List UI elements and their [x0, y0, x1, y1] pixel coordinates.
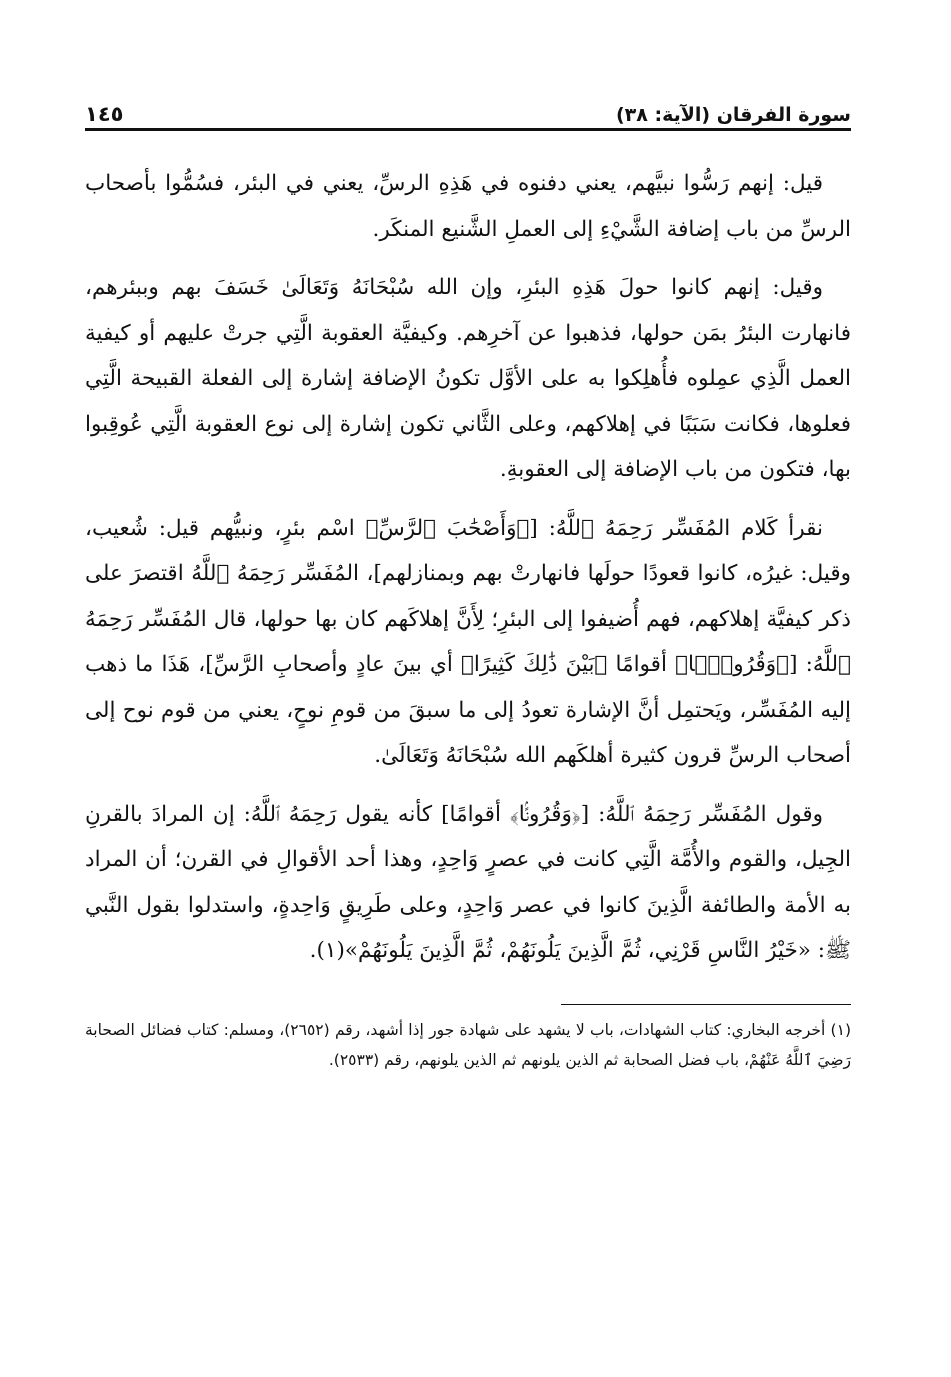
paragraph: وقول المُفَسِّر رَحِمَهُ ٱللَّهُ: [﴿وَقُرُونًۢا﴾ أقوامًا] كأنه يقول رَحِمَهُ ٱللَّهُ: إن المرادَ بالقرنِ الجِيل، والقوم والأُمَّة الَّتِي كانت في عصرٍ وَاحِدٍ، وهذا أحد الأقوالِ في القرن؛ أن المراد به الأمة والطائفة الَّذِينَ كانوا في عصر وَاحِدٍ، وعلى طَرِيقٍ وَاحِدةٍ، واستدلوا بقول النَّبي ﷺ: «خَيْرُ النَّاسِ قَرْنِي، ثُمَّ الَّذِينَ يَلُونَهُمْ، ثُمَّ الَّذِينَ يَلُونَهُمْ»(١). — [85, 801, 851, 963]
footnote-divider — [561, 1004, 851, 1005]
running-header — [85, 88, 851, 131]
paragraph: وقيل: إنهم كانوا حولَ هَذِهِ البئرِ، وإن الله سُبْحَانَهُ وَتَعَالَىٰ خَسَفَ بهم وببئرهم، فانهارت البئرُ بمَن حولها، فذهبوا عن آخرِهم. وكيفيَّة العقوبة الَّتِي جرتْ عليهم أو كيفية العمل الَّذِي عمِلوه فأُهلِكوا به على الأوَّل تكونُ الإضافة إشارة إلى الفعلة القبيحة الَّتِي فعلوها، فكانت سَبَبًا في إهلاكهم، وعلى الثَّاني تكون إشارة إلى نوع العقوبة الَّتِي عُوقِبوا بها، فتكون من باب الإضافة إلى العقوبةِ. — [85, 275, 851, 482]
footnote: (١) أخرجه البخاري: كتاب الشهادات، باب لا يشهد على شهادة جور إذا أشهد، رقم (٢٦٥٢)، ومسلم: كتاب فضائل الصحابة رَضِيَ ٱللَّهُ عَنْهُمْ، باب فضل الصحابة ثم الذين يلونهم ثم الذين يلونهم، رقم (٢٥٣٣). — [85, 1020, 851, 1069]
page-number: ١٤٥ — [85, 102, 124, 126]
paragraph: نقرأ كَلام المُفَسِّر رَحِمَهُ ٱللَّهُ: [﴿وَأَصْحَٰبَ ٱلرَّسِّ﴾ اسْم بئرٍ، ونبيُّهم قيل: شُعيب، وقيل: غيرُه، كانوا قعودًا حولَها فانهارتْ بهم وبمنازلهم]، المُفَسِّر رَحِمَهُ ٱللَّهُ اقتصرَ على ذكر كيفيَّة إهلاكهم، فهم أُضيفوا إلى البئرِ؛ لِأَنَّ إهلاكَهم كان بها حولها، قال المُفَسِّر رَحِمَهُ ٱللَّهُ: [﴿وَقُرُونًۢا﴾ أقوامًا ﴿بَيْنَ ذَٰلِكَ كَثِيرًا﴾ أي بينَ عادٍ وأصحابِ الرَّسِّ]، هَذَا ما ذهب إليه المُفَسِّر، ويَحتمِل أنَّ الإشارة تعودُ إلى ما سبقَ من قومِ نوحٍ، يعني من قوم نوح إلى أصحاب الرسِّ قرون كثيرة أهلكَهم الله سُبْحَانَهُ وَتَعَالَىٰ. — [85, 515, 851, 768]
body-text — [85, 161, 851, 974]
book-page — [85, 88, 851, 1075]
surah-title: سورة الفرقان (الآية: ٣٨) — [615, 104, 851, 126]
paragraph: قيل: إنهم رَسُّوا نبيَّهم، يعني دفنوه في هَذِهِ الرسِّ، يعني في البئر، فسُمُّوا بأصحاب الرسِّ من باب إضافة الشَّيْءِ إلى العملِ الشَّنيع المنكَر. — [85, 171, 851, 242]
